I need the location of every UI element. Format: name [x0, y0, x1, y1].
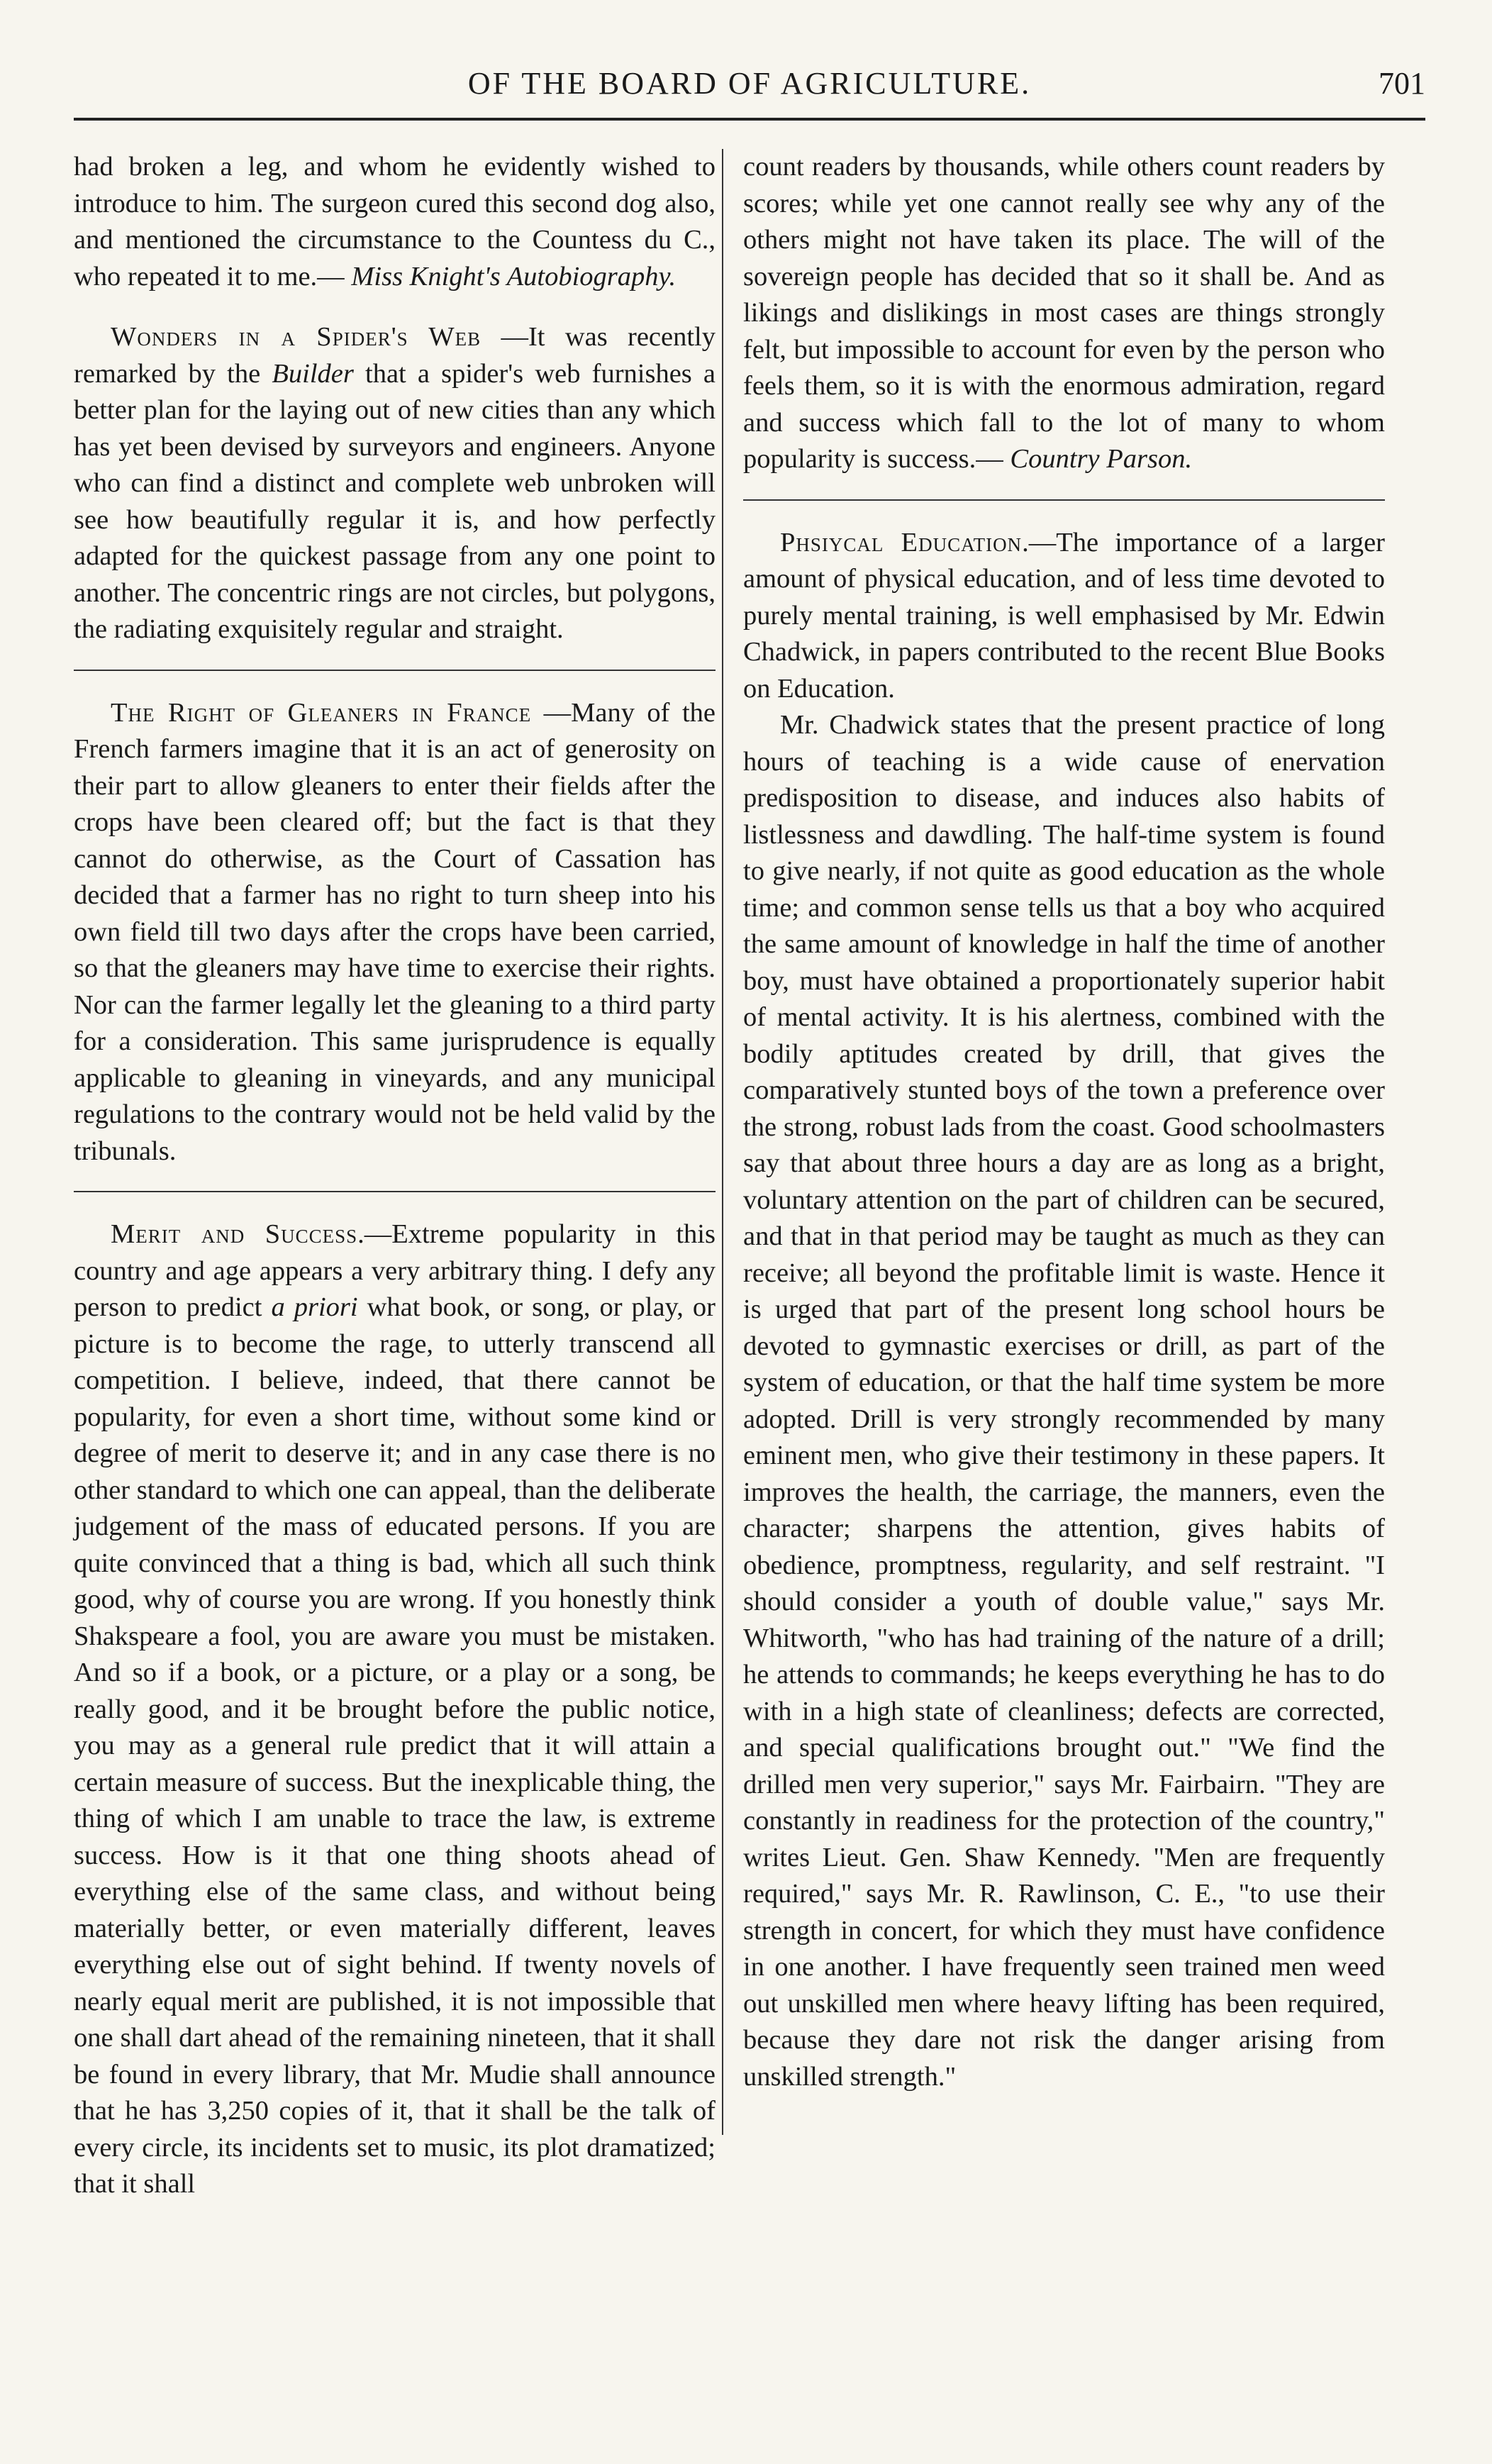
section-divider	[74, 1191, 716, 1192]
article-heading: Phsiycal Education	[780, 527, 1023, 557]
article-merit-success	[74, 1216, 716, 2203]
article-heading: Wonders in a Spider's Web	[111, 322, 481, 352]
article-text: .—The importance of a larger amount of physical education, and of less time devoted to purely mental training, is well emphasised by Mr. Edwin Chadwick, in papers contributed to the recent Blue Books on Education.	[743, 527, 1385, 704]
citation: Miss Knight's Autobiography.	[351, 261, 677, 292]
article-text: Mr. Chadwick states that the present practice of long hours of teaching is a wide cause of enervation predisposition to disease, and induces also habits of listlessness and dawdling. The half-time system is found to give nearly, if not quite as good education as the whole time; and common sense tells us that a boy who acquired the same amount of knowledge in half the time of another boy, must have obtained a proportionately superior habit of mental activity. It is his alertness, combined with the bodily aptitudes created by drill, that gives the comparatively stunted boys of the town a preference over the strong, robust lads from the coast. Good schoolmasters say that about three hours a day are as long as a bright, voluntary attention on the part of children can be secured, and that in that period may be taught as much as they can receive; all beyond the profitable limit is waste. Hence it is urged that part of the present long school hours be devoted to gymnastic exercises or drill, as part of the system of education, or that the half time system be more adopted. Drill is very strongly recommended by many eminent men, who give their testimony in these papers. It improves the health, the carriage, the manners, even the character; sharpens the attention, gives habits of obedience, promptness, regularity, and self restraint. "I should consider a youth of double value," says Mr. Whitworth, "who has had training of the nature of a drill; he attends to commands; he keeps everything he has to do with in a high state of cleanliness; defects are corrected, and special qualifications brought out." "We find the drilled men very superior," says Mr. Fairbairn. "They are constantly in readiness for the protection of the country," writes Lieut. Gen. Shaw Kennedy. "Men are frequently required," says Mr. R. Rawlinson, C. E., "to use their strength in concert, for which they must have confidence in one another. I have frequently seen trained men weed out unskilled men where heavy lifting has been required, because they dare not risk the danger arising from unskilled strength."	[743, 710, 1385, 2092]
running-title: OF THE BOARD OF AGRICULTURE.	[467, 66, 1032, 101]
continued-paragraph	[74, 149, 716, 295]
section-divider	[743, 499, 1385, 501]
article-text: .—Extreme popularity in this country and age appears a very arbitrary thing. I defy any person to predict	[74, 1219, 716, 1322]
page-header	[74, 65, 1425, 109]
right-column	[743, 149, 1385, 2095]
article-text: —It was recently remarked by the	[74, 322, 716, 389]
left-column	[74, 149, 716, 2203]
article-gleaners	[74, 695, 716, 1170]
publication-name: Builder	[272, 358, 354, 389]
article-heading: The Right of Gleaners in France	[111, 697, 532, 728]
article-text: —Many of the French farmers imagine that it is an act of generosity on their part to allow gleaners to enter their fields after the crops have been cleared off; but the fact is that they cannot do otherwise, as the Court of Cassation has decided that a farmer has no right to turn sheep into his own field till two days after the crops have been carried, so that the gleaners may have time to exercise their rights. Nor can the farmer legally let the gleaning to a third party for a consideration. This same jurisprudence is equally applicable to gleaning in vineyards, and any municipal regulations to the contrary would not be held valid by the tribunals.	[74, 697, 716, 1166]
article-spider-web	[74, 319, 716, 648]
header-rule	[74, 118, 1425, 121]
column-divider	[722, 149, 723, 2135]
article-physical-education	[743, 525, 1385, 708]
page-number: 701	[1379, 66, 1425, 101]
continued-text: had broken a leg, and whom he evidently wished to introduce to him. The surgeon cured this second dog also, and mentioned the circumstance to the Countess du C., who repeated it to me.—	[74, 152, 716, 292]
continued-text: count readers by thousands, while others count readers by scores; while yet one cannot really see why any of the others might not have taken its place. The will of the sovereign people has decided that so it shall be. And as likings and dislikings in most cases are things strongly felt, but impossible to account for even by the person who feels them, so it is with the enormous admiration, regard and success which fall to the lot of many to whom popularity is success.—	[743, 152, 1385, 474]
article-text: that a spider's web furnishes a better plan for the laying out of new cities than any which has yet been devised by surveyors and engineers. Anyone who can find a distinct and complete web unbroken will see how beautifully regular it is, and how perfectly adapted for the quickest passage from any one point to another. The concentric rings are not circles, but polygons, the radiating exquisitely regular and straight.	[74, 358, 716, 644]
article-heading: Merit and Success	[111, 1219, 358, 1249]
article-text: what book, or song, or play, or picture is to become the rage, to utterly transcend all competition. I believe, indeed, that there cannot be popularity, for even a short time, without some kind or degree of merit to deserve it; and in any case there is no other standard to which one can appeal, than the deliberate judgement of the mass of educated persons. If you are quite convinced that a thing is bad, which all such think good, why of course you are wrong. If you honestly think Shakspeare a fool, you are aware you must be mistaken. And so if a book, or a picture, or a play or a song, be really good, and it be brought before the public notice, you may as a general rule predict that it will attain a certain measure of success. But the inexplicable thing, the thing of which I am unable to trace the law, is extreme success. How is it that one thing shoots ahead of everything else of the same class, and without being materially better, or even materially different, leaves everything else out of sight behind. If twenty novels of nearly equal merit are published, it is not impossible that one shall dart ahead of the remaining nineteen, that it shall be found in every library, that Mr. Mudie shall announce that he has 3,250 copies of it, that it shall be the talk of every circle, its incidents set to music, its plot dramatized; that it shall	[74, 1292, 716, 2199]
section-divider	[74, 670, 716, 671]
continued-paragraph	[743, 149, 1385, 478]
citation: Country Parson.	[1010, 444, 1193, 474]
article-chadwick	[743, 707, 1385, 2095]
latin-phrase: a priori	[271, 1292, 358, 1322]
spacer	[74, 295, 716, 319]
